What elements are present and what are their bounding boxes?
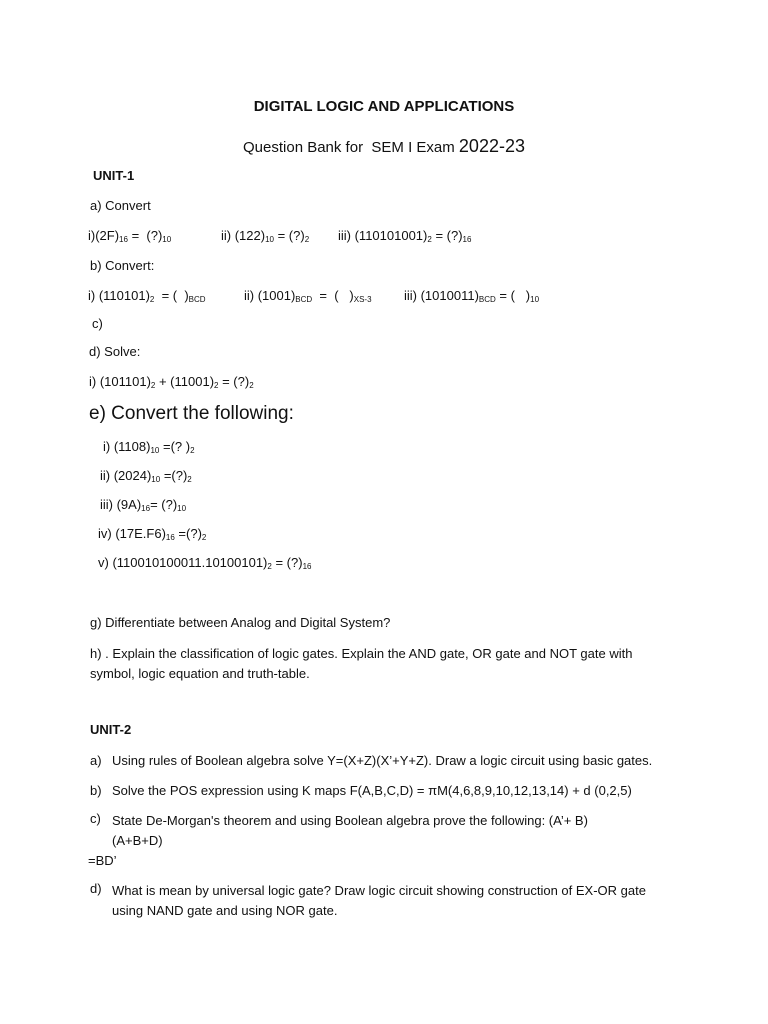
unit2-q-d-text: What is mean by universal logic gate? Draw logic circuit showing construction of EX-OR gate using NAND gate and using NOR gate. [112,883,646,918]
unit2-q-b [90,783,632,798]
unit1-q-a-iii: iii) $(110101001)_2$ = $(?)_{16}$ [338,228,472,244]
unit2-heading: UNIT-2 [90,722,132,737]
unit1-q-e-iii: iii) $(9A)_{16}=$ $(?)_{10}$ [100,497,187,513]
unit1-q-a-label: a) Convert [90,198,151,213]
unit1-q-d-i: i) $(101101)_2 + (11001)_2$ = $(?)_2$ [89,374,254,390]
unit1-q-b-iii: iii) $(1010011)_{BCD}$ = ( )$_{10}$ [404,288,540,304]
unit2-q-b-text: Solve the POS expression using K maps F(A,B,C,D) = πM(4,6,8,9,10,12,13,14) + d (0,2,5) [112,783,632,798]
unit2-q-c-label: c) [90,811,101,826]
unit1-heading: UNIT-1 [93,168,135,183]
unit1-q-e-v: v) $(110010100011.10100101)_2$ = $(?)_{16}$ [98,555,312,571]
unit1-q-b-ii: ii) $(1001)_{BCD}$ = ( )$_{XS-3}$ [244,288,372,304]
unit2-q-d [90,881,662,921]
unit1-q-c-label: c) [92,316,103,331]
unit2-q-a-text: Using rules of Boolean algebra solve Y=(X+Z)(X’+Y+Z). Draw a logic circuit using basic gates. [112,753,653,768]
unit2-q-d-label: d) [90,881,102,896]
unit2-q-c-text: State De-Morgan's theorem and using Boolean algebra prove the following: (A’+ B)(A+B+D) [112,813,588,848]
unit2-q-c [90,811,632,851]
unit1-q-b-i: i) $(110101)_2$ = ( )$_{BCD}$ [88,288,206,304]
unit2-q-a-label: a) [90,753,102,768]
unit1-q-a-ii: ii) $(122)_{10}$ = $(?)_2$ [221,228,310,244]
unit1-q-e-i: i) $(1108)_{10}$ =(? )$_2$ [103,439,195,455]
unit1-q-b-label: b) Convert: [90,258,155,273]
unit1-q-d-label: d) Solve: [89,344,141,359]
exam-year: 2022-23 [458,136,525,156]
document-subtitle: Question Bank for SEM I Exam 2022-23 [243,136,525,156]
unit2-q-b-label: b) [90,783,102,798]
unit1-q-e-iv: iv) $(17E.F6)_{16}$ $=(?)_2$ [98,526,207,542]
unit2-q-c-continuation: =BD’ [88,853,117,868]
unit1-q-a-i: $i)(2F)_{16}$ = $(?)_{10}$ [88,228,172,244]
document-title: DIGITAL LOGIC AND APPLICATIONS [253,98,515,115]
unit1-q-e-ii: ii) $(2024)_{10}$ $=(?)_2$ [100,468,192,484]
unit1-q-e-label: e) Convert the following: [89,403,294,424]
unit1-q-g: g) Differentiate between Analog and Digital System? [90,615,391,630]
unit2-q-a [90,753,652,768]
unit1-q-h: h) . Explain the classification of logic gates. Explain the AND gate, OR gate and NOT gate with symbol, logic equation and truth-table. [90,646,633,681]
